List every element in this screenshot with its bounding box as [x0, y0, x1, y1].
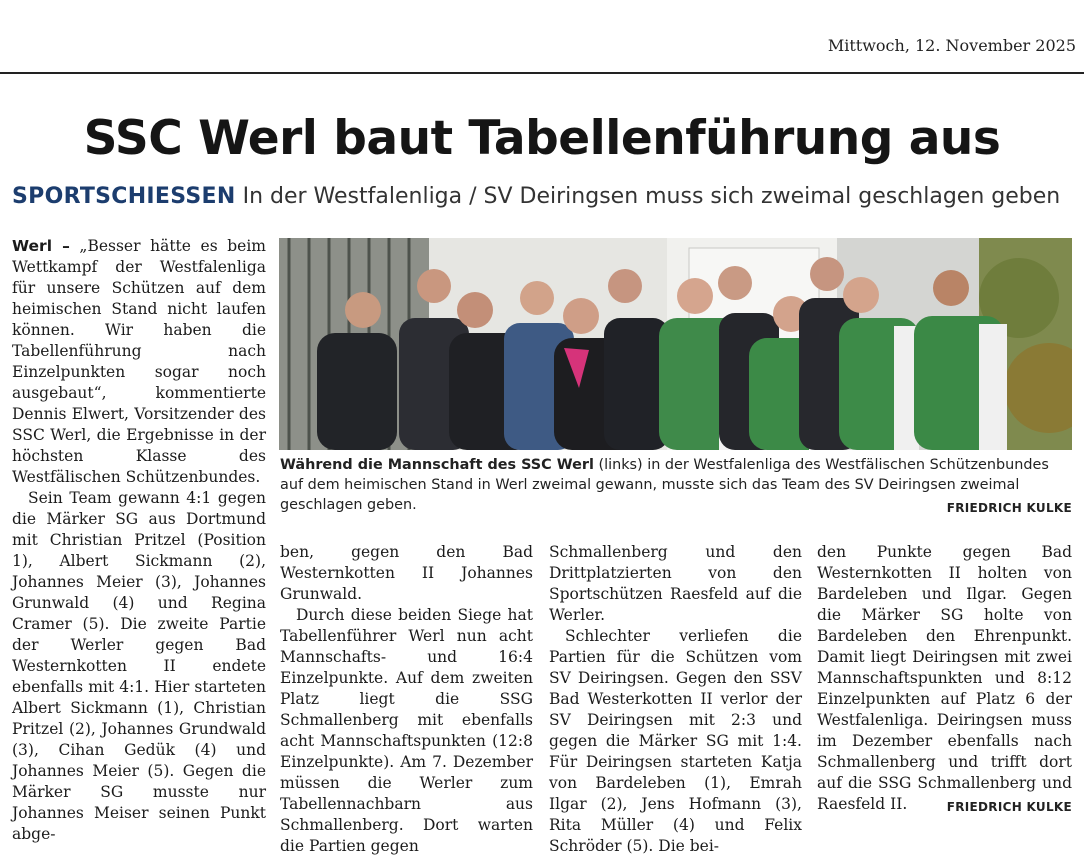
photo-caption [280, 455, 1072, 518]
paragraph [12, 236, 266, 488]
caption-lead: Während die Mannschaft des SSC Werl [280, 457, 594, 473]
photo-credit: FRIEDRICH KULKE [946, 501, 1072, 515]
masthead-rule [0, 72, 1084, 74]
team-photo-image [279, 238, 1072, 450]
paragraph-text: „Besser hätte es beim Wettkampf der Westfalenliga für unsere Schützen auf dem heimischen Stand nicht laufen können. Wir haben die Tabellenführung nach Einzelpunkten sogar noch ausgebaut“, kommentierte Dennis Elwert, Vorsitzender des SSC Werl, die Ergebnisse in der höchsten Klasse des Westfälischen Schützenbundes. [12, 237, 266, 486]
section-kicker: SPORTSCHIESSEN [12, 184, 236, 209]
author-credit: FRIEDRICH KULKE [946, 800, 1072, 814]
paragraph: Sein Team gewann 4:1 gegen die Märker SG aus Dortmund mit Christian Pritzel (Position 1), Albert Sickmann (2), Johannes Meier (3), Johannes Grunwald (4) und Regina Cramer (5). Die zweite Partie der Werler gegen Bad Westernkotten II endete ebenfalls mit 4:1. Hier starteten Albert Sickmann (1), Christian Pritzel (2), Johannes Grundwald (3), Cihan Gedük (4) und Johannes Meier (5). Gegen die Märker SG musste nur Johannes Meiser seinen Punkt abge- [12, 489, 266, 843]
paragraph: Durch diese beiden Siege hat Tabellenführer Werl nun acht Mannschafts- und 16:4 Einzelpunkte. Auf dem zweiten Platz liegt die SSG Schmallenberg mit ebenfalls acht Mannschaftspunkten (12:8 Einzelpunkte). Am 7. Dezember müssen die Werler zum Tabellennachbarn aus Schmallenberg. Dort warten die Partien gegen [280, 606, 533, 855]
issue-date: Mittwoch, 12. November 2025 [827, 36, 1076, 55]
paragraph-text: den Punkte gegen Bad Westernkotten II holten von Bardeleben und Ilgar. Gegen die Märker SG holte von Bardeleben den Ehrenpunkt. Damit liegt Deiringsen mit zwei Mannschaftspunkten und 8:12 Einzelpunkten auf Platz 6 der Westfalenliga. Deiringsen muss im Dezember ebenfalls nach Schmallenberg und trifft dort auf die SSG Schmallenberg und Raesfeld II. [817, 543, 1072, 813]
subheadline-text: In der Westfalenliga / SV Deiringsen muss sich zweimal geschlagen geben [242, 184, 1061, 209]
paragraph: Schlechter verliefen die Partien für die Schützen vom SV Deiringsen. Gegen den SSV Bad Westerkotten II verlor der SV Deiringsen mit 2:3 und gegen die Märker SG mit 1:4. Für Deiringsen starteten Katja von Bardeleben (1), Emrah Ilgar (2), Jens Hofmann (3), Rita Müller (4) und Felix Schröder (5). Die bei- [549, 627, 802, 855]
article-dateline: Werl – [12, 237, 70, 255]
paragraph [817, 542, 1072, 815]
caption-text: (links) in der Westfalenliga des Westfälischen Schützenbundes auf dem heimischen Stand in Werl zweimal gewann, musste sich das Team des SV Deiringsen zweimal geschlagen geben. [280, 457, 1049, 513]
team-photo [279, 238, 1072, 450]
paragraph: ben, gegen den Bad Westernkotten II Johannes Grunwald. [280, 543, 533, 603]
article-column-3 [549, 542, 802, 857]
article-subheadline [12, 184, 1060, 209]
article-column-2 [280, 542, 533, 857]
article-headline: SSC Werl baut Tabellenführung aus [83, 111, 1001, 166]
article-column-1 [12, 236, 266, 845]
paragraph: Schmallenberg und den Drittplatzierten von den Sportschützen Raesfeld auf die Werler. [549, 543, 802, 624]
article-column-4 [817, 542, 1072, 818]
